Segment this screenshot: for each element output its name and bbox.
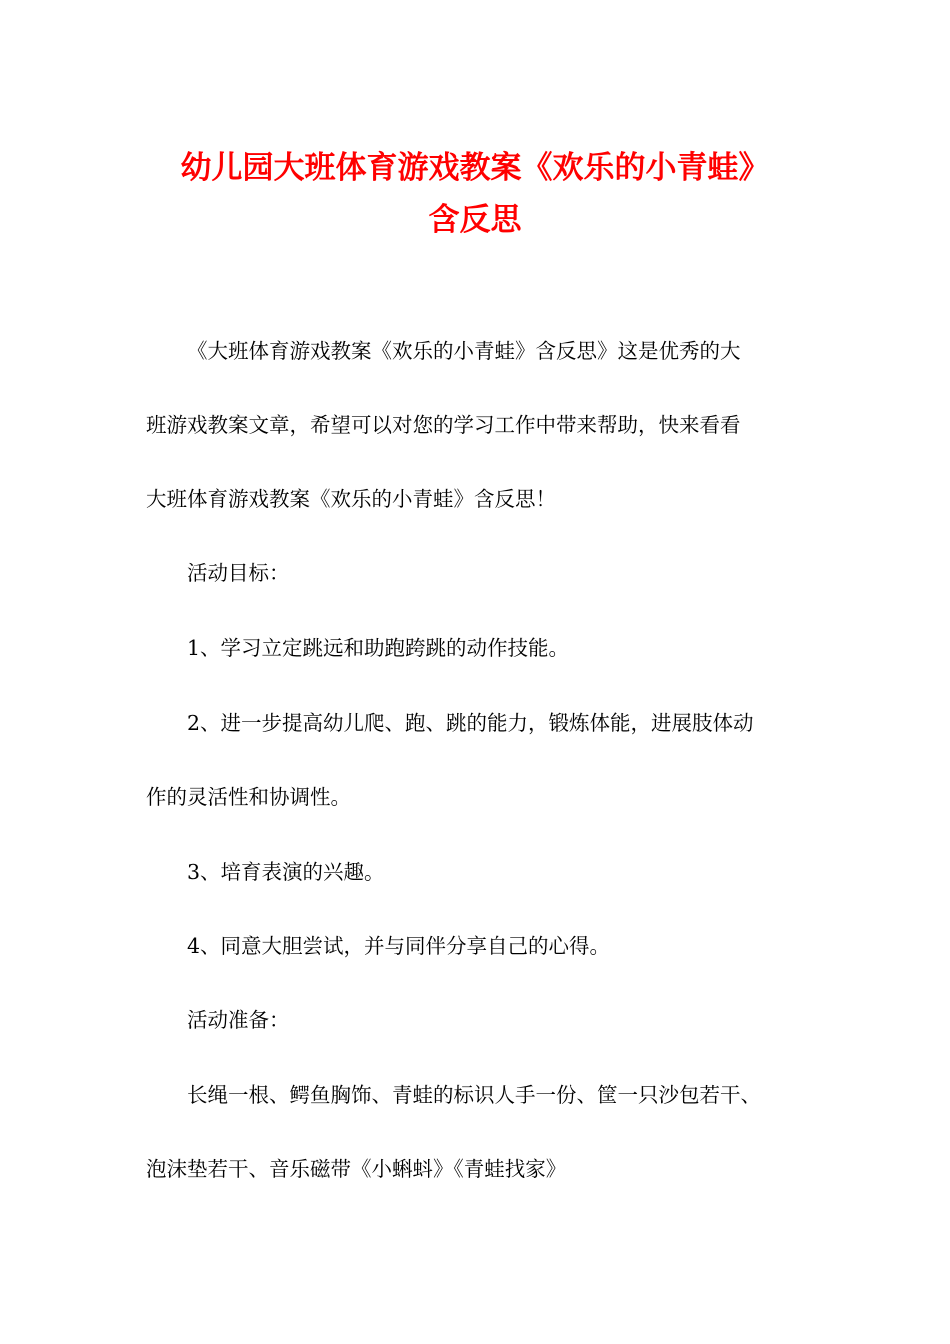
goal-item-2-line-1: 2、进一步提高幼儿爬、跑、跳的能力，锻炼体能，进展肢体动 bbox=[187, 711, 754, 735]
intro-line-3: 大班体育游戏教案《欢乐的小青蛙》含反思！ bbox=[146, 487, 556, 511]
goals-heading: 活动目标： bbox=[187, 561, 290, 585]
goal-item-4: 4、同意大胆尝试，并与同伴分享自己的心得。 bbox=[187, 934, 611, 958]
goal-item-3: 3、培育表演的兴趣。 bbox=[187, 860, 385, 884]
intro-line-2: 班游戏教案文章，希望可以对您的学习工作中带来帮助，快来看看 bbox=[146, 413, 741, 437]
goal-item-2-line-2: 作的灵活性和协调性。 bbox=[146, 785, 351, 809]
document-title-line-1: 幼儿园大班体育游戏教案《欢乐的小青蛙》 bbox=[180, 150, 770, 186]
document-title-line-2: 含反思 bbox=[428, 202, 522, 238]
intro-line-1: 《大班体育游戏教案《欢乐的小青蛙》含反思》这是优秀的大 bbox=[187, 339, 741, 363]
prep-line-1: 长绳一根、鳄鱼胸饰、青蛙的标识人手一份、筐一只沙包若干、 bbox=[187, 1083, 761, 1107]
goal-item-1: 1、学习立定跳远和助跑跨跳的动作技能。 bbox=[187, 636, 570, 660]
prep-line-2: 泡沫垫若干、音乐磁带《小蝌蚪》《青蛙找家》 bbox=[146, 1157, 567, 1181]
prep-heading: 活动准备： bbox=[187, 1008, 290, 1032]
